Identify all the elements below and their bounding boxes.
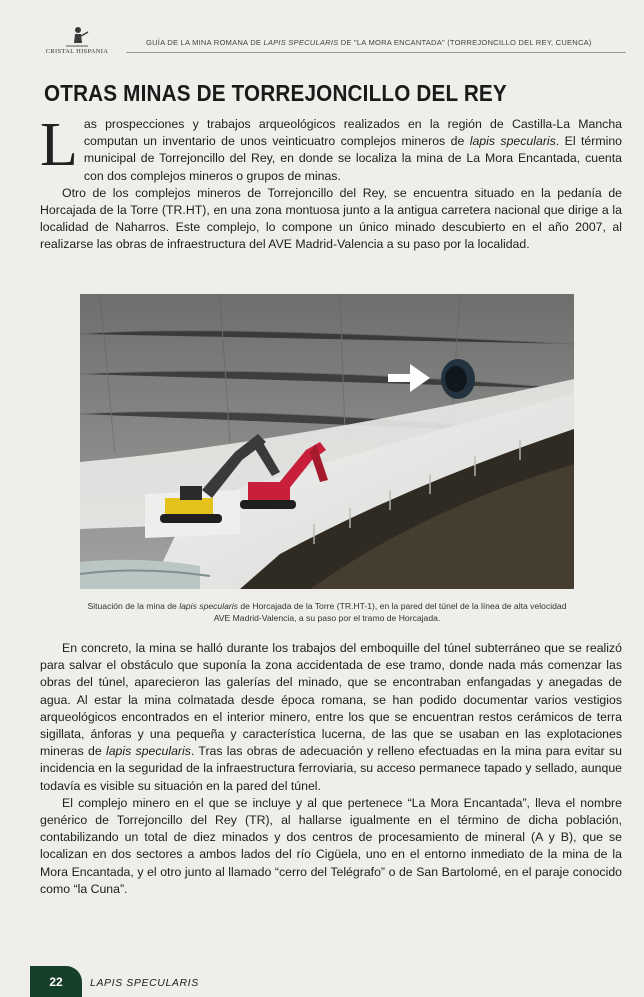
paragraph-3: En concreto, la mina se halló durante los trabajos del emboquille del túnel subterráneo que se realizó para salvar el obstáculo que suponía la zona accidentada de ese tramo, donde nada más comenzar las obras del túnel, aparecieron las galerías del minado, que se encontraban enfangadas y anegadas de agua. Al estar la mina colmatada desde época romana, se han podido documentar varios vestigios arqueológicos encontrados en el interior minero, entre los que se encuentran restos cerámicos de terra sigillata, ánforas y una pequeña y característica lucerna, de las que se usaban en las explotaciones mineras de lapis specularis. Tras las obras de adecuación y relleno efectuadas en la mina para evitar su incidencia en la seguridad de la infraestructura ferroviaria, su acceso permanece tapado y sellado, aunque todavía es visible su situación en la pared del túnel. (40, 641, 622, 793)
drop-cap: L (40, 116, 78, 179)
miner-figure-icon (64, 26, 90, 48)
header-rule (126, 52, 626, 53)
intro-text (40, 116, 622, 284)
paragraph-1: as prospecciones y trabajos arqueológicos realizados en la región de Castilla-La Mancha computan un inventario de unos veinticuatro complejos mineros de lapis specularis. El término municipal de Torrejoncillo del Rey, en donde se localiza la mina de La Mora Encantada, cuenta con dos complejos mineros o grupos de minas. (83, 117, 622, 183)
logo-text: CRISTAL HISPANIA (45, 48, 109, 55)
page-number: 22 (49, 975, 63, 989)
publisher-logo (44, 26, 110, 60)
tunnel-photo-illustration (80, 294, 574, 589)
main-text (40, 640, 622, 970)
tunnel-photo (80, 294, 574, 589)
paragraph-2: Otro de los complejos mineros de Torrejoncillo del Rey, se encuentra situado en la pedanía de Horcajada de la Torre (TR.HT), en una zona montuosa junto a la antigua carretera nacional que dirige a la localidad de Naharros. Este complejo, lo compone un único minado descubierto en el año 2007, al realizarse las obras de infraestructura del AVE Madrid-Valencia a su paso por la localidad. (40, 185, 622, 252)
figure-caption: Situación de la mina de lapis specularis de Horcajada de la Torre (TR.HT-1), en la pared del túnel de la línea de alta velocidad AVE Madrid-Valencia, a su paso por el tramo de Horcajada. (87, 601, 567, 623)
section-title: OTRAS MINAS DE TORREJONCILLO DEL REY (44, 80, 507, 106)
footer-book-title: LAPIS SPECULARIS (90, 977, 199, 989)
paragraph-4: El complejo minero en el que se incluye y al que pertenece “La Mora Encantada”, lleva el nombre genérico de Torrejoncillo del Rey (TR), al hallarse igualmente en el término de dicha población, contabilizando un total de diez minados y dos centros de procesamiento de mineral (A y B), que se localizan en dos sectores a ambos lados del río Cigüela, uno en el entorno inmediato de la mina de la Mora Encantada, y el otro junto al llamado “cerro del Telégrafo” o de San Bartolomé, en el paraje conocido como “la Cuna”. (40, 795, 622, 896)
running-header: GUÍA DE LA MINA ROMANA DE LAPIS SPECULARIS DE "LA MORA ENCANTADA" (TORREJONCILLO DEL REY, CUENCA) (146, 38, 592, 47)
